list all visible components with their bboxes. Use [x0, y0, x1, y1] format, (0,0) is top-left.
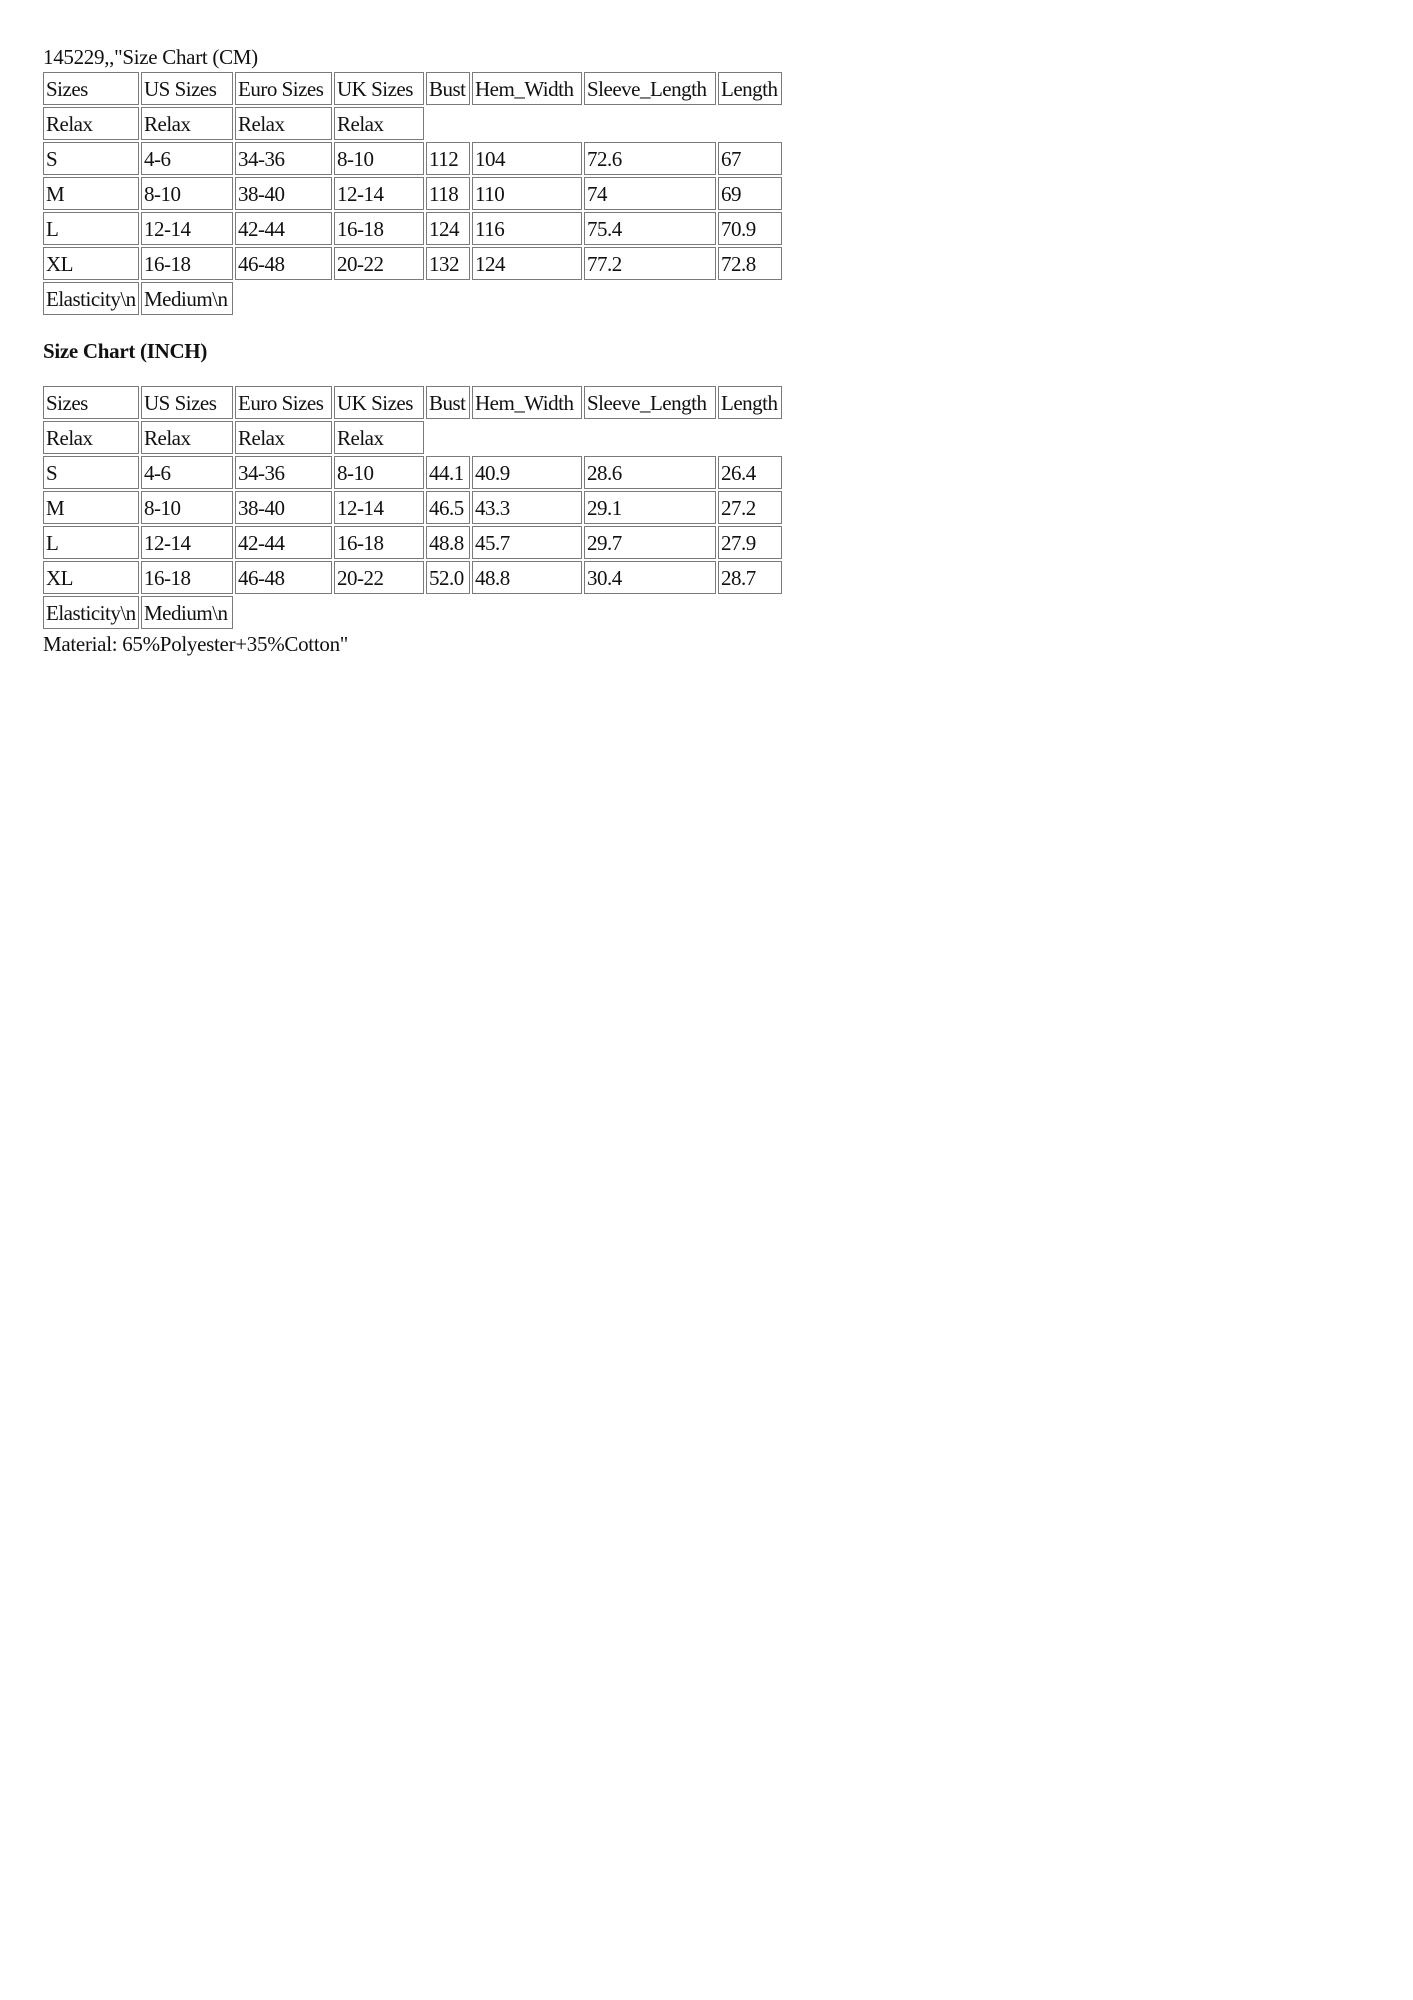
table-cell: 20-22: [334, 247, 424, 280]
table-cell: Medium\n: [141, 282, 233, 315]
header-uk-sizes: UK Sizes: [334, 386, 424, 419]
table-cell: Medium\n: [141, 596, 233, 629]
table-cell: Relax: [334, 107, 424, 140]
table-cell: L: [43, 526, 139, 559]
table-cell: M: [43, 491, 139, 524]
table-cell: 29.1: [584, 491, 716, 524]
relax-row: [43, 107, 782, 140]
table-cell: 16-18: [141, 247, 233, 280]
table-cell: 118: [426, 177, 470, 210]
table-cell: 16-18: [141, 561, 233, 594]
table-cell: 67: [718, 142, 782, 175]
table-cell: XL: [43, 561, 139, 594]
table-cell: 132: [426, 247, 470, 280]
table-cell: 12-14: [334, 177, 424, 210]
table-row: [43, 212, 782, 245]
material-line: Material: 65%Polyester+35%Cotton": [43, 632, 349, 656]
table-cell: 26.4: [718, 456, 782, 489]
header-length: Length: [718, 72, 782, 105]
table-cell: 104: [472, 142, 582, 175]
table-cell: 46-48: [235, 561, 332, 594]
table-row: [43, 491, 782, 524]
header-sleeve-length: Sleeve_Length: [584, 386, 716, 419]
table-cell: 46-48: [235, 247, 332, 280]
header-sleeve-length: Sleeve_Length: [584, 72, 716, 105]
table-cell: 34-36: [235, 456, 332, 489]
size-chart-document: [43, 44, 784, 657]
table-cell: L: [43, 212, 139, 245]
table-cell: 42-44: [235, 526, 332, 559]
table-cell: 52.0: [426, 561, 470, 594]
header-bust: Bust: [426, 72, 470, 105]
table-cell: 34-36: [235, 142, 332, 175]
table-cell: XL: [43, 247, 139, 280]
table-cell: 116: [472, 212, 582, 245]
table-cell: 40.9: [472, 456, 582, 489]
table-cell: 45.7: [472, 526, 582, 559]
table-cell: 42-44: [235, 212, 332, 245]
table-cell: 29.7: [584, 526, 716, 559]
table-cell: 70.9: [718, 212, 782, 245]
inch-size-table: [41, 384, 784, 631]
header-us-sizes: US Sizes: [141, 72, 233, 105]
table-cell: 44.1: [426, 456, 470, 489]
header-sizes: Sizes: [43, 386, 139, 419]
table-row: [43, 247, 782, 280]
elasticity-row: [43, 596, 782, 629]
table-cell: 69: [718, 177, 782, 210]
table-cell: 20-22: [334, 561, 424, 594]
table-row: [43, 142, 782, 175]
table-cell: 16-18: [334, 212, 424, 245]
elasticity-row: [43, 282, 782, 315]
table-cell: 38-40: [235, 491, 332, 524]
header-bust: Bust: [426, 386, 470, 419]
table-cell: Relax: [235, 107, 332, 140]
table-cell: 8-10: [334, 142, 424, 175]
table-cell: 74: [584, 177, 716, 210]
table-cell: 30.4: [584, 561, 716, 594]
cm-chart-title: 145229,,"Size Chart (CM): [43, 45, 258, 69]
table-cell: 8-10: [141, 177, 233, 210]
table-cell: 4-6: [141, 142, 233, 175]
cm-size-table: [41, 70, 784, 317]
header-length: Length: [718, 386, 782, 419]
table-header-row: [43, 386, 782, 419]
table-row: [43, 177, 782, 210]
table-cell: Relax: [235, 421, 332, 454]
table-cell: Relax: [141, 421, 233, 454]
table-cell: Relax: [43, 421, 139, 454]
table-cell: 28.7: [718, 561, 782, 594]
table-cell: 48.8: [426, 526, 470, 559]
table-cell: 112: [426, 142, 470, 175]
header-hem-width: Hem_Width: [472, 72, 582, 105]
table-cell: 16-18: [334, 526, 424, 559]
table-cell: 48.8: [472, 561, 582, 594]
table-cell: 12-14: [334, 491, 424, 524]
table-cell: 124: [472, 247, 582, 280]
table-cell: M: [43, 177, 139, 210]
table-cell: 72.6: [584, 142, 716, 175]
relax-row: [43, 421, 782, 454]
table-cell: 110: [472, 177, 582, 210]
table-row: [43, 456, 782, 489]
table-cell: 27.9: [718, 526, 782, 559]
table-cell: 46.5: [426, 491, 470, 524]
table-cell: Elasticity\n: [43, 282, 139, 315]
table-cell: 4-6: [141, 456, 233, 489]
header-euro-sizes: Euro Sizes: [235, 72, 332, 105]
table-cell: Elasticity\n: [43, 596, 139, 629]
table-cell: 28.6: [584, 456, 716, 489]
table-cell: 77.2: [584, 247, 716, 280]
table-cell: 124: [426, 212, 470, 245]
table-cell: Relax: [141, 107, 233, 140]
table-row: [43, 561, 782, 594]
table-cell: Relax: [43, 107, 139, 140]
header-euro-sizes: Euro Sizes: [235, 386, 332, 419]
table-row: [43, 526, 782, 559]
table-cell: 27.2: [718, 491, 782, 524]
header-sizes: Sizes: [43, 72, 139, 105]
header-uk-sizes: UK Sizes: [334, 72, 424, 105]
header-hem-width: Hem_Width: [472, 386, 582, 419]
table-header-row: [43, 72, 782, 105]
table-cell: 38-40: [235, 177, 332, 210]
inch-chart-title: Size Chart (INCH): [43, 339, 208, 363]
header-us-sizes: US Sizes: [141, 386, 233, 419]
table-cell: S: [43, 142, 139, 175]
table-cell: 12-14: [141, 526, 233, 559]
table-cell: 8-10: [334, 456, 424, 489]
table-cell: 43.3: [472, 491, 582, 524]
table-cell: 8-10: [141, 491, 233, 524]
table-cell: S: [43, 456, 139, 489]
table-cell: 75.4: [584, 212, 716, 245]
table-cell: 72.8: [718, 247, 782, 280]
table-cell: 12-14: [141, 212, 233, 245]
table-cell: Relax: [334, 421, 424, 454]
